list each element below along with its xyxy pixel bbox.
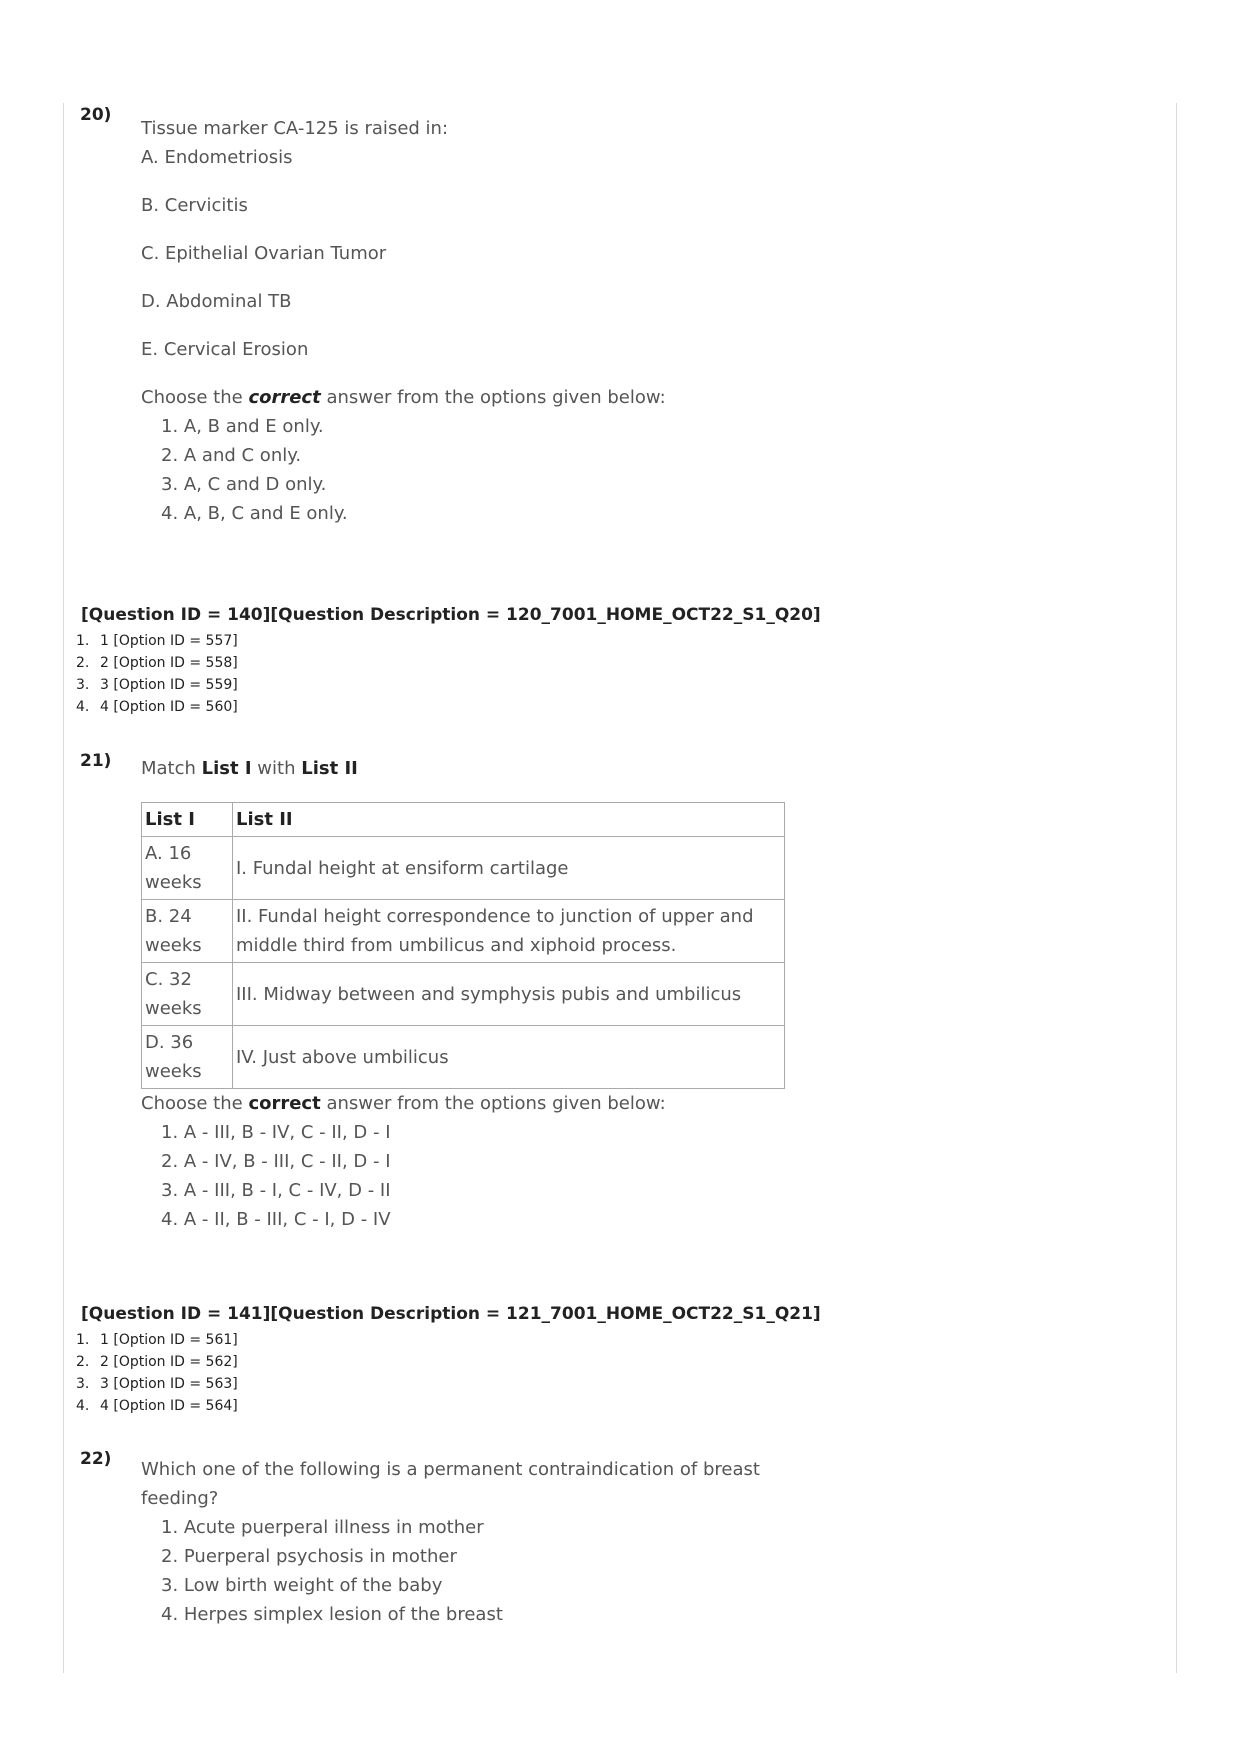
table-row [142, 1026, 785, 1089]
table-cell: C. 32 weeks [142, 963, 233, 1026]
table-cell: I. Fundal height at ensiform cartilage [233, 837, 785, 900]
option-id-item: 3. 3 [Option ID = 559] [76, 677, 238, 693]
table-cell: III. Midway between and symphysis pubis and umbilicus [233, 963, 785, 1026]
question-number: 20) [80, 105, 112, 125]
answer-option: 1. Acute puerperal illness in mother [161, 1517, 484, 1538]
question-number: 22) [80, 1449, 112, 1469]
answer-option: 1. A, B and E only. [161, 416, 324, 437]
option-id-list [76, 1329, 238, 1417]
question-id-line: [Question ID = 140][Question Description = 120_7001_HOME_OCT22_S1_Q20] [81, 605, 821, 625]
table-cell: IV. Just above umbilicus [233, 1026, 785, 1089]
table-cell: II. Fundal height correspondence to junction of upper and middle third from umbilicus and xiphoid process. [233, 900, 785, 963]
question-stem: Which one of the following is a permanent contraindication of breast [141, 1459, 760, 1480]
left-border-line [63, 103, 64, 1673]
table-cell: D. 36 weeks [142, 1026, 233, 1089]
answer-options [141, 412, 666, 528]
choose-instruction: Choose the correct answer from the options given below: [141, 387, 666, 408]
answer-options [141, 1513, 760, 1629]
table-header-row [142, 803, 785, 837]
question-stem: Match List I with List II [141, 758, 358, 779]
option-id-item: 1. 1 [Option ID = 557] [76, 633, 238, 649]
statement-item: B. Cervicitis [141, 195, 248, 216]
option-id-item: 2. 2 [Option ID = 558] [76, 655, 238, 671]
question-stem: feeding? [141, 1488, 219, 1509]
answer-option: 3. Low birth weight of the baby [161, 1575, 443, 1596]
question-body [141, 1089, 666, 1234]
answer-option: 2. Puerperal psychosis in mother [161, 1546, 457, 1567]
option-id-item: 3. 3 [Option ID = 563] [76, 1376, 238, 1392]
statement-list [141, 143, 666, 364]
table-row [142, 837, 785, 900]
answer-option: 3. A, C and D only. [161, 474, 327, 495]
answer-option: 2. A - IV, B - III, C - II, D - I [161, 1151, 391, 1172]
choose-instruction: Choose the correct answer from the options given below: [141, 1093, 666, 1114]
table-cell: B. 24 weeks [142, 900, 233, 963]
answer-option: 4. A - II, B - III, C - I, D - IV [161, 1209, 391, 1230]
question-body [141, 114, 666, 528]
table-cell: A. 16 weeks [142, 837, 233, 900]
answer-option: 2. A and C only. [161, 445, 302, 466]
table-row [142, 900, 785, 963]
option-id-list [76, 630, 238, 718]
question-id-line: [Question ID = 141][Question Description = 121_7001_HOME_OCT22_S1_Q21] [81, 1304, 821, 1324]
option-id-item: 4. 4 [Option ID = 560] [76, 699, 238, 715]
table-row [142, 963, 785, 1026]
emphasis-correct: correct [248, 387, 321, 408]
answer-option: 1. A - III, B - IV, C - II, D - I [161, 1122, 391, 1143]
emphasis-correct: correct [248, 1093, 321, 1114]
column-header: List II [233, 803, 785, 837]
answer-option: 4. A, B, C and E only. [161, 503, 348, 524]
answer-option: 4. Herpes simplex lesion of the breast [161, 1604, 503, 1625]
statement-item: D. Abdominal TB [141, 291, 292, 312]
question-number: 21) [80, 751, 112, 771]
statement-item: A. Endometriosis [141, 147, 293, 168]
answer-option: 3. A - III, B - I, C - IV, D - II [161, 1180, 391, 1201]
statement-item: C. Epithelial Ovarian Tumor [141, 243, 387, 264]
option-id-item: 4. 4 [Option ID = 564] [76, 1398, 238, 1414]
option-id-item: 1. 1 [Option ID = 561] [76, 1332, 238, 1348]
right-border-line [1176, 103, 1177, 1673]
column-header: List I [142, 803, 233, 837]
question-stem: Tissue marker CA-125 is raised in: [141, 118, 449, 139]
question-body [141, 1455, 760, 1629]
option-id-item: 2. 2 [Option ID = 562] [76, 1354, 238, 1370]
answer-options [141, 1118, 666, 1234]
statement-item: E. Cervical Erosion [141, 339, 309, 360]
match-table [141, 802, 785, 1089]
